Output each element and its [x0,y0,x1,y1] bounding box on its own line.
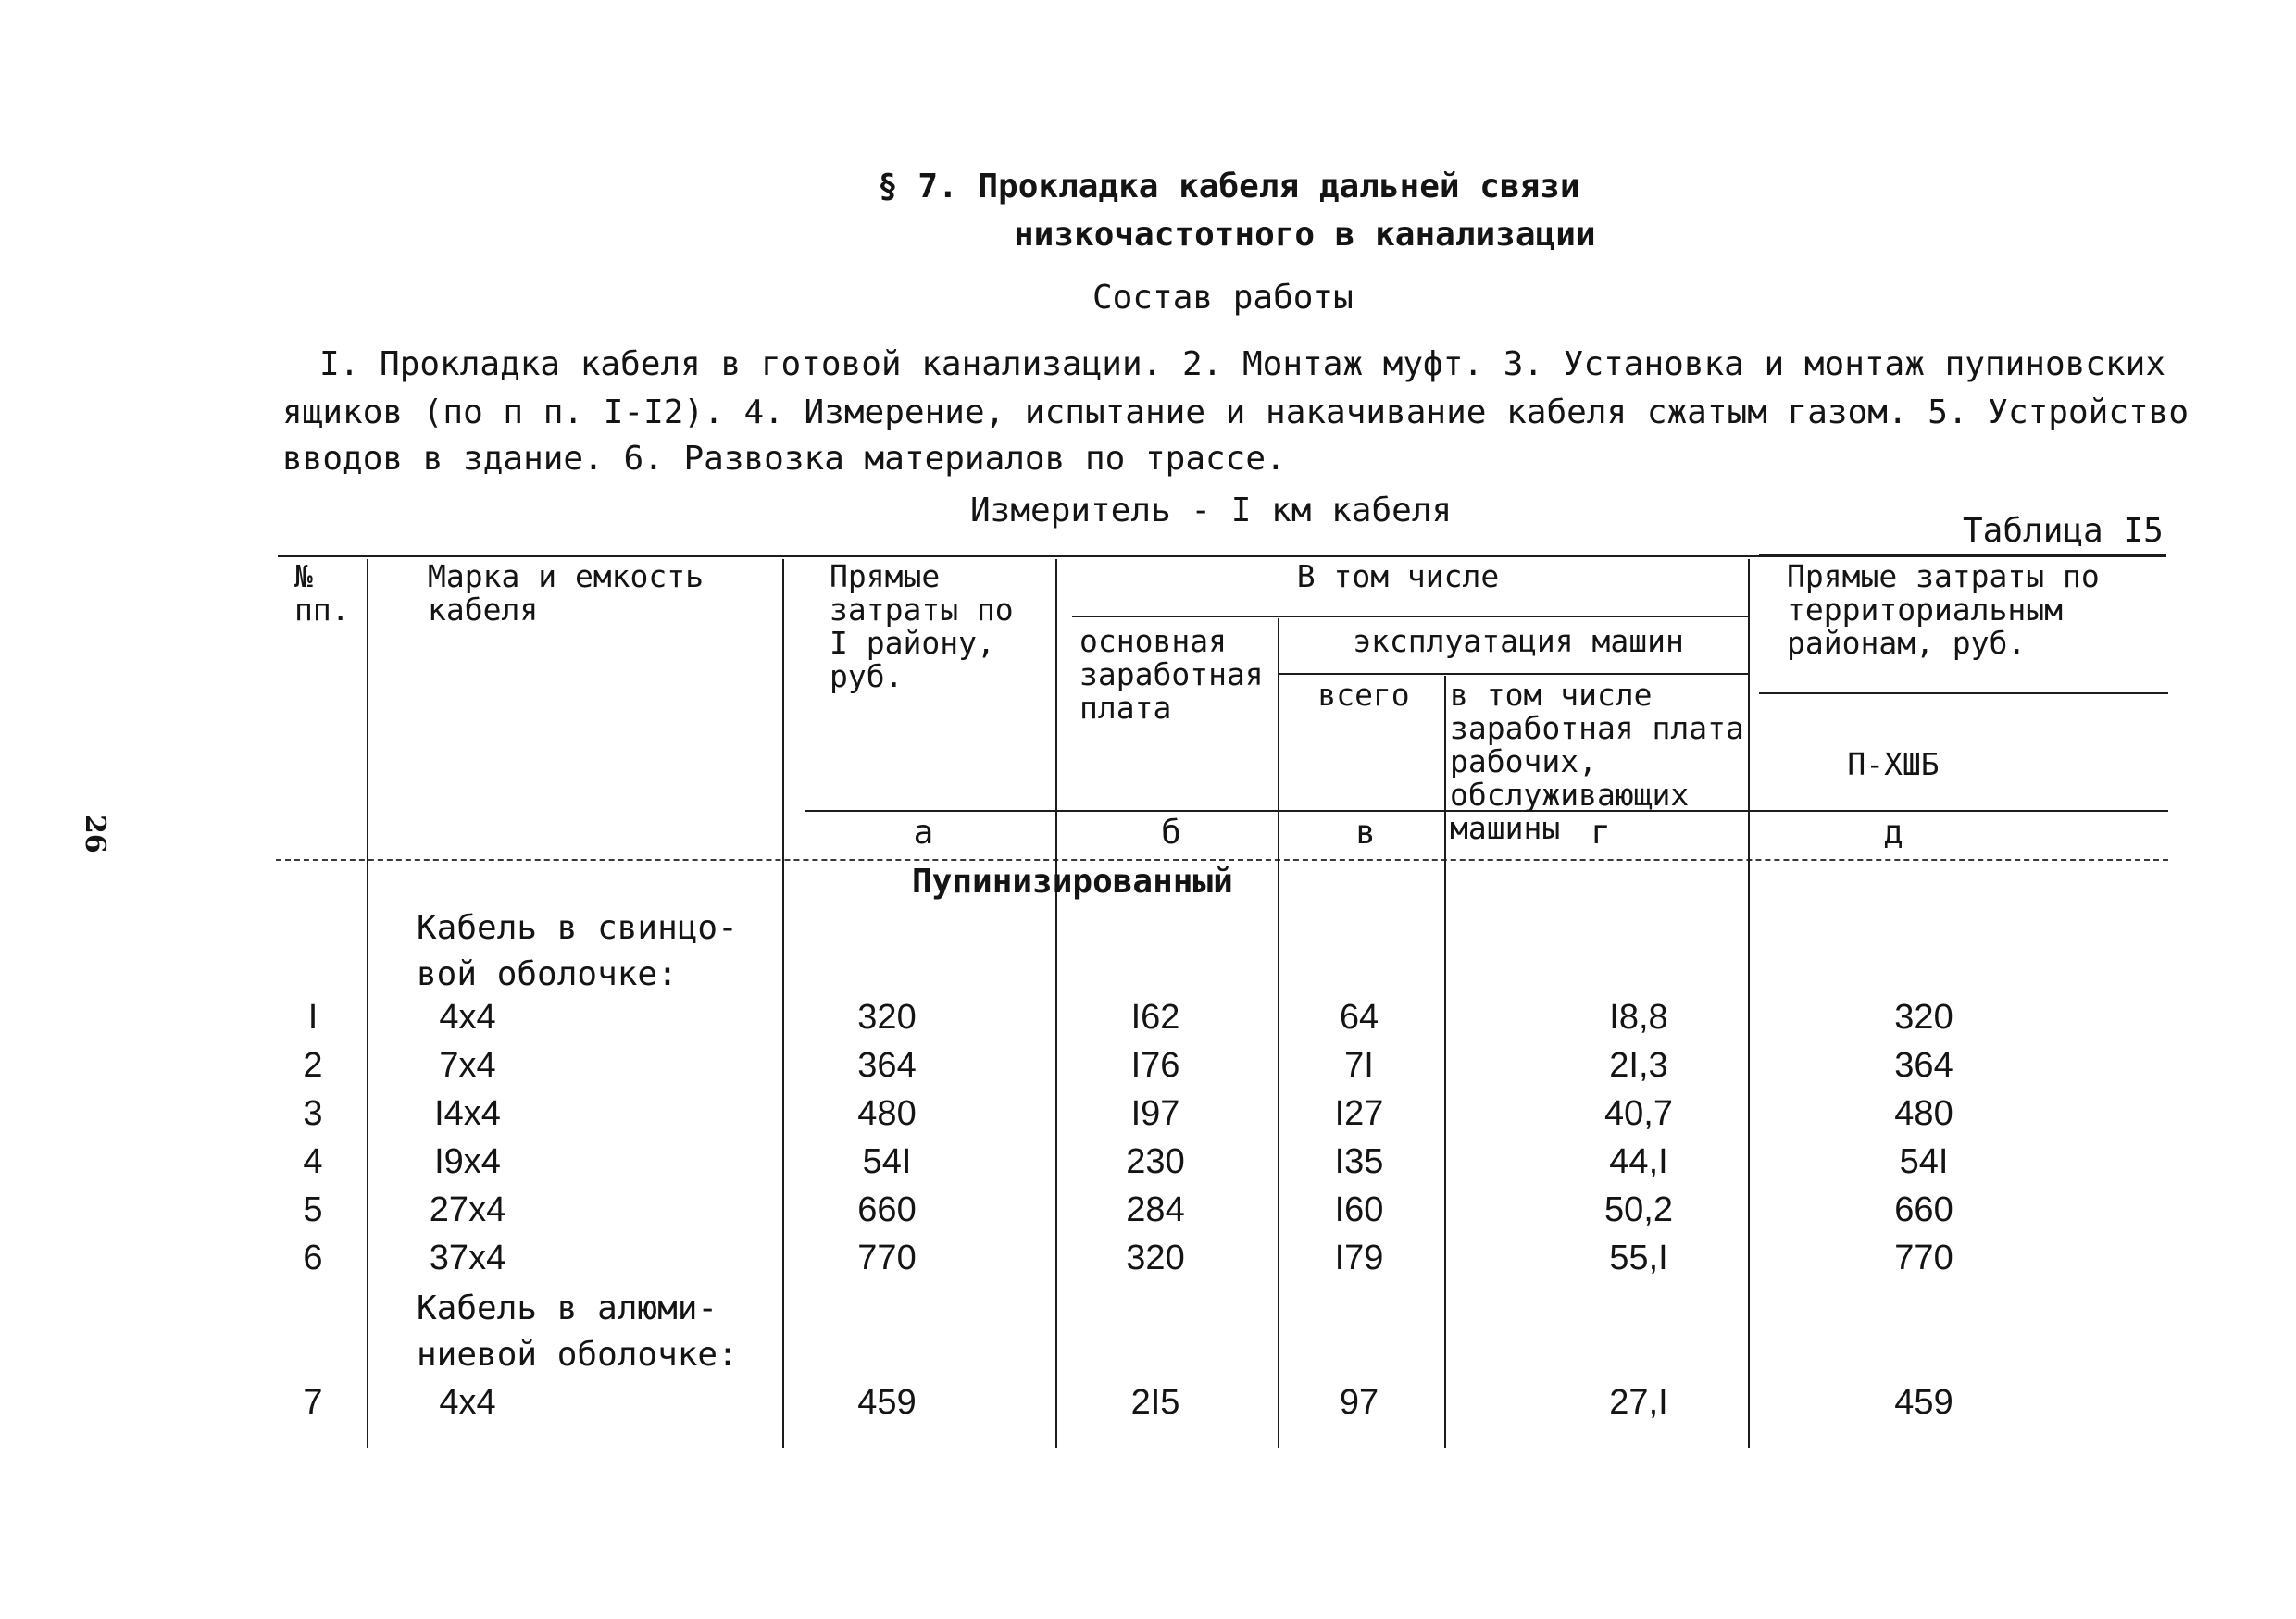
description-line2: ящиков (по п п. I-I2). 4. Измерение, испытание и накачивание кабеля сжатым газом. 5. Устройство [282,393,2190,431]
row-total: I35 [1334,1142,1384,1181]
row-terr: 660 [1894,1190,1953,1229]
column-letter-b: б [1161,814,1181,852]
row-num: 2 [303,1046,323,1085]
row-incl: 40,7 [1604,1094,1673,1133]
row-direct: 459 [857,1383,917,1422]
row-mark: 37x4 [429,1239,506,1277]
measure-unit: Измеритель - I км кабеля [970,492,1453,529]
section-title-pupinized: Пупинизированный [912,863,1233,901]
row-total: 64 [1339,998,1379,1037]
work-composition-heading: Состав работы [1092,279,1354,317]
row-terr: 459 [1894,1383,1953,1422]
group-aluminium-line2: ниевой оболочке: [417,1336,738,1374]
row-num: 7 [303,1383,323,1422]
row-wage: 320 [1126,1239,1185,1277]
row-wage: I97 [1130,1094,1180,1133]
row-terr: 480 [1894,1094,1953,1133]
row-direct: 770 [857,1239,917,1277]
row-mark: 7x4 [439,1046,496,1085]
row-terr: 770 [1894,1239,1953,1277]
row-wage: 230 [1126,1142,1185,1181]
row-terr: 54I [1899,1142,1949,1181]
row-mark: I4x4 [434,1094,501,1133]
row-num: 6 [303,1239,323,1277]
page-number: 26 [79,815,111,853]
row-num: 3 [303,1094,323,1133]
row-num: 4 [303,1142,323,1181]
row-terr: 364 [1894,1046,1953,1085]
row-total: 97 [1339,1383,1379,1422]
row-terr: 320 [1894,998,1953,1037]
section-title-line1: § 7. Прокладка кабеля дальней связи [878,168,1580,205]
row-mark: 4x4 [439,998,496,1037]
column-letter-v: в [1355,814,1376,852]
row-incl: 55,I [1609,1239,1668,1277]
row-direct: 364 [857,1046,917,1085]
group-lead-line1: Кабель в свинцо- [417,909,738,947]
header-num: № пп. [294,558,350,628]
group-lead-line2: вой оболочке: [417,955,678,993]
column-letter-a: а [913,814,934,852]
row-wage: I76 [1130,1046,1180,1085]
row-direct: 320 [857,998,917,1037]
row-direct: 660 [857,1190,917,1229]
row-incl: 50,2 [1604,1190,1673,1229]
header-mark: Марка и емкость кабеля [428,558,705,628]
header-zone: П-ХШБ [1847,746,1940,782]
row-mark: 4x4 [439,1383,496,1422]
header-total: всего [1317,677,1410,713]
row-wage: 284 [1126,1190,1185,1229]
group-aluminium-line1: Кабель в алюми- [417,1289,718,1327]
row-incl: 2I,3 [1609,1046,1668,1085]
row-direct: 480 [857,1094,917,1133]
row-mark: I9x4 [434,1142,501,1181]
row-wage: I62 [1130,998,1180,1037]
header-machine-operation: эксплуатация машин [1353,623,1684,659]
header-territorial: Прямые затраты по территориальным районам, руб. [1787,558,2100,661]
row-mark: 27x4 [429,1190,506,1229]
row-total: I60 [1334,1190,1384,1229]
row-incl: 44,I [1609,1142,1668,1181]
row-num: 5 [303,1190,323,1229]
header-including: В том числе [1296,558,1500,594]
description-line1: I. Прокладка кабеля в готовой канализации. 2. Монтаж муфт. 3. Установка и монтаж пупиновских [319,345,2165,383]
header-incl-wage: в том числе заработная плата рабочих, обслуживающих машины [1450,677,1744,846]
row-total: 7I [1344,1046,1374,1085]
row-incl: 27,I [1609,1383,1668,1422]
row-direct: 54I [862,1142,912,1181]
description-line3: вводов в здание. 6. Развозка материалов по трассе. [282,440,1286,478]
table-label: Таблица I5 [1963,512,2164,550]
column-letter-g: г [1591,814,1611,852]
header-base-wage: основная заработная плата [1079,623,1264,726]
row-total: I79 [1334,1239,1384,1277]
row-wage: 2I5 [1130,1383,1180,1422]
row-num: I [307,998,318,1037]
column-letter-d: д [1883,814,1903,852]
row-total: I27 [1334,1094,1384,1133]
row-incl: I8,8 [1609,998,1668,1037]
section-title-line2: низкочастотного в канализации [1014,216,1596,254]
header-direct-costs: Прямые затраты по I району, руб. [830,558,1014,694]
